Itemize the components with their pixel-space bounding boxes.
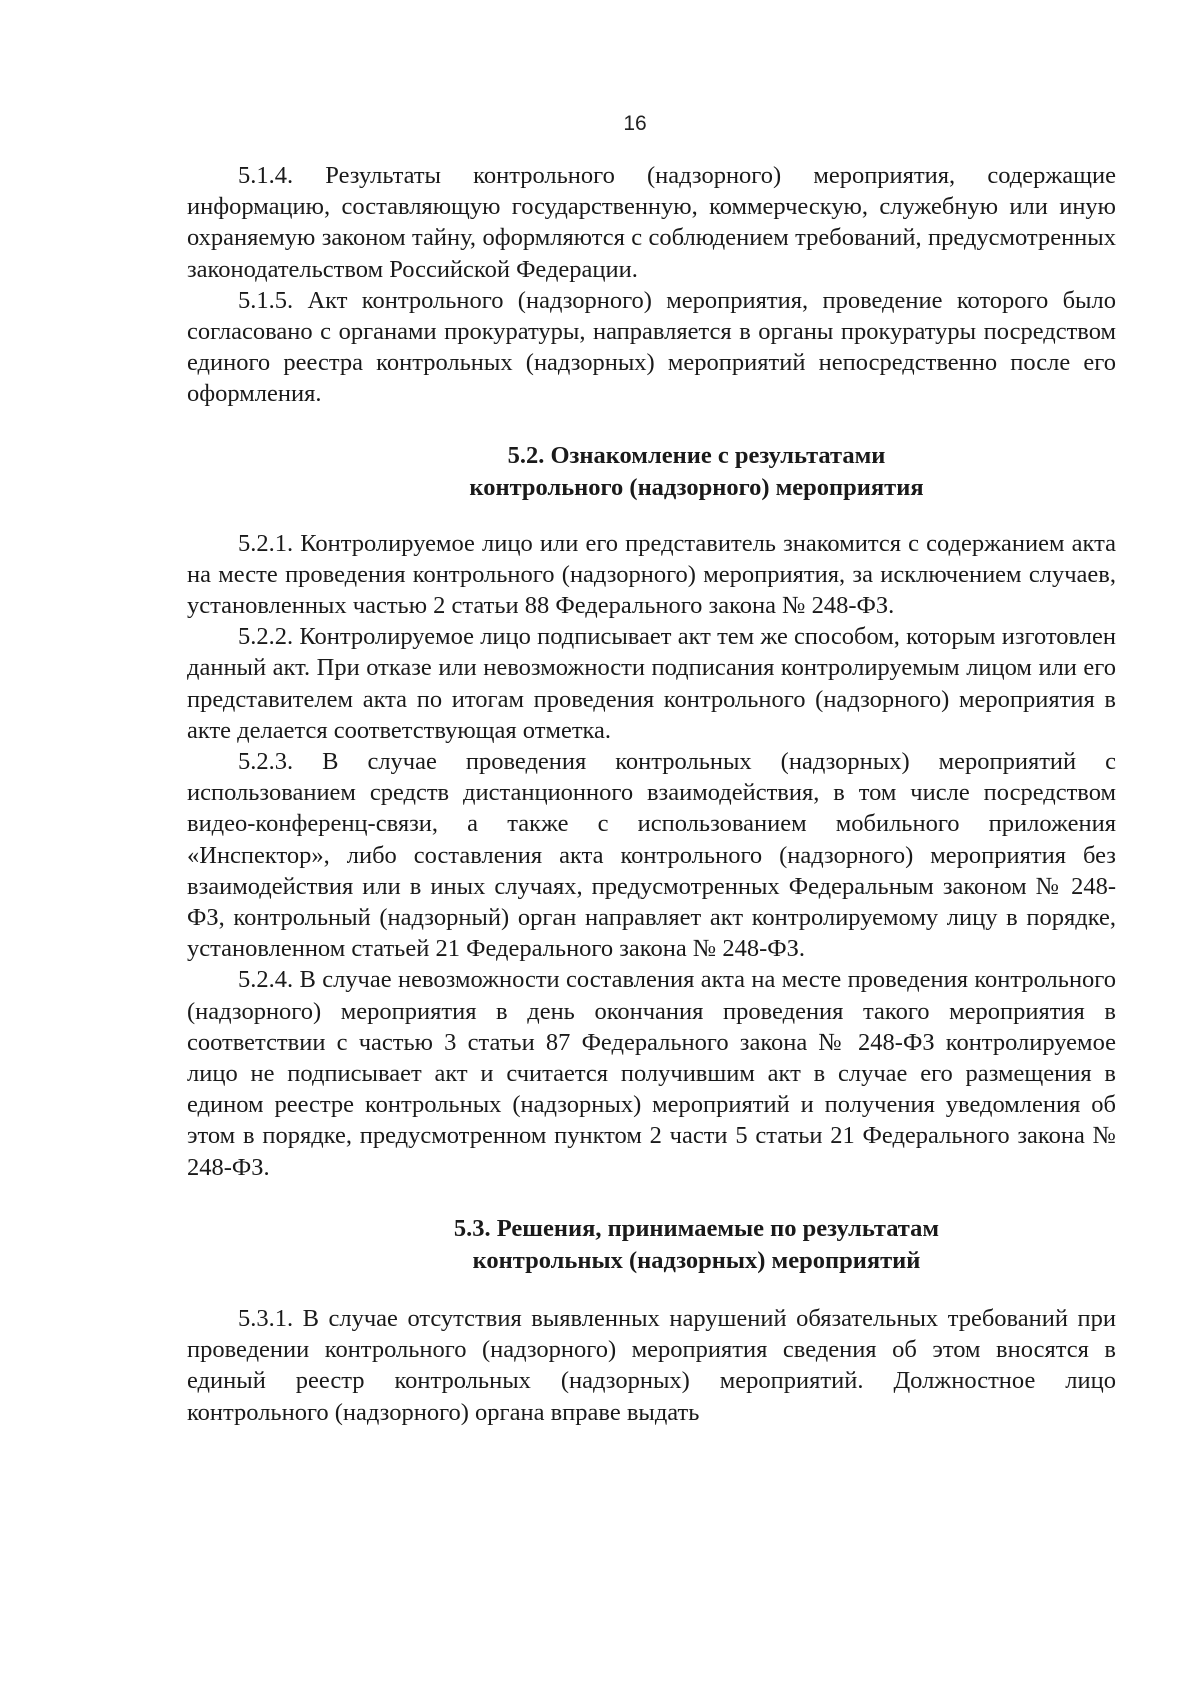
paragraph-5-3-1: 5.3.1. В случае отсутствия выявленных нарушений обязательных требований при проведении контрольного (надзорного) мероприятия сведения об этом вносятся в единый реестр контрольных (надзорных) мероприятий. Должностное лицо контрольного (надзорного) органа вправе выдать <box>187 1304 1116 1426</box>
paragraph-5-1-4: 5.1.4. Результаты контрольного (надзорного) мероприятия, содержащие информацию, составляющую государственную, коммерческую, служебную или иную охраняемую законом тайну, оформляются с соблюдением требований, предусмотренных законодательством Российской Федерации. <box>187 162 1116 283</box>
paragraph-5-2-4: 5.2.4. В случае невозможности составления акта на месте проведения контрольного (надзорного) мероприятия в день окончания проведения такого мероприятия в соответствии с частью 3 статьи 87 Федерального закона № 248-ФЗ контролируемое лицо не подписывает акт и считается получившим акт в случае его размещения в едином реестре контрольных (надзорных) мероприятий и получения уведомления об этом в порядке, предусмотренном пунктом 2 части 5 статьи 21 Федерального закона № 248-ФЗ. <box>187 966 1116 1181</box>
paragraph-5-2-2: 5.2.2. Контролируемое лицо подписывает акт тем же способом, которым изготовлен данный акт. При отказе или невозможности подписания контролируемым лицом или его представителем акта по итогам проведения контрольного (надзорного) мероприятия в акте делается соответствующая отметка. <box>187 623 1116 744</box>
section-heading-5-2 <box>187 440 1116 504</box>
section-heading-5-3-line1: 5.3. Решения, принимаемые по результатам <box>453 1214 940 1242</box>
document-body <box>187 160 1116 1428</box>
section-heading-5-2-line1: 5.2. Ознакомление с результатами <box>507 441 886 469</box>
paragraph-5-2-3: 5.2.3. В случае проведения контрольных (надзорных) мероприятий с использованием средств дистанционного взаимодействия, в том числе посредством видео-конференц-связи, а также с использованием мобильного приложения «Инспектор», либо составления акта контрольного (надзорного) мероприятия без взаимодействия или в иных случаях, предусмотренных Федеральным законом № 248-ФЗ, контрольный (надзорный) орган направляет акт контролируемому лицу в порядке, установленном статьей 21 Федерального закона № 248-ФЗ. <box>187 748 1116 963</box>
paragraph-5-1-5: 5.1.5. Акт контрольного (надзорного) мероприятия, проведение которого было согласовано с органами прокуратуры, направляется в органы прокуратуры посредством единого реестра контрольных (надзорных) мероприятий непосредственно после его оформления. <box>187 286 1116 408</box>
section-heading-5-2-line2: контрольного (надзорного) мероприятия <box>469 473 924 501</box>
section-heading-5-3 <box>187 1213 1116 1277</box>
paragraph-5-2-1: 5.2.1. Контролируемое лицо или его представитель знакомится с содержанием акта на месте проведения контрольного (надзорного) мероприятия, за исключением случаев, установленных частью 2 статьи 88 Федерального закона № 248-ФЗ. <box>187 529 1116 620</box>
section-heading-5-3-line2: контрольных (надзорных) мероприятий <box>472 1246 921 1274</box>
page-number: 16 <box>623 112 647 135</box>
